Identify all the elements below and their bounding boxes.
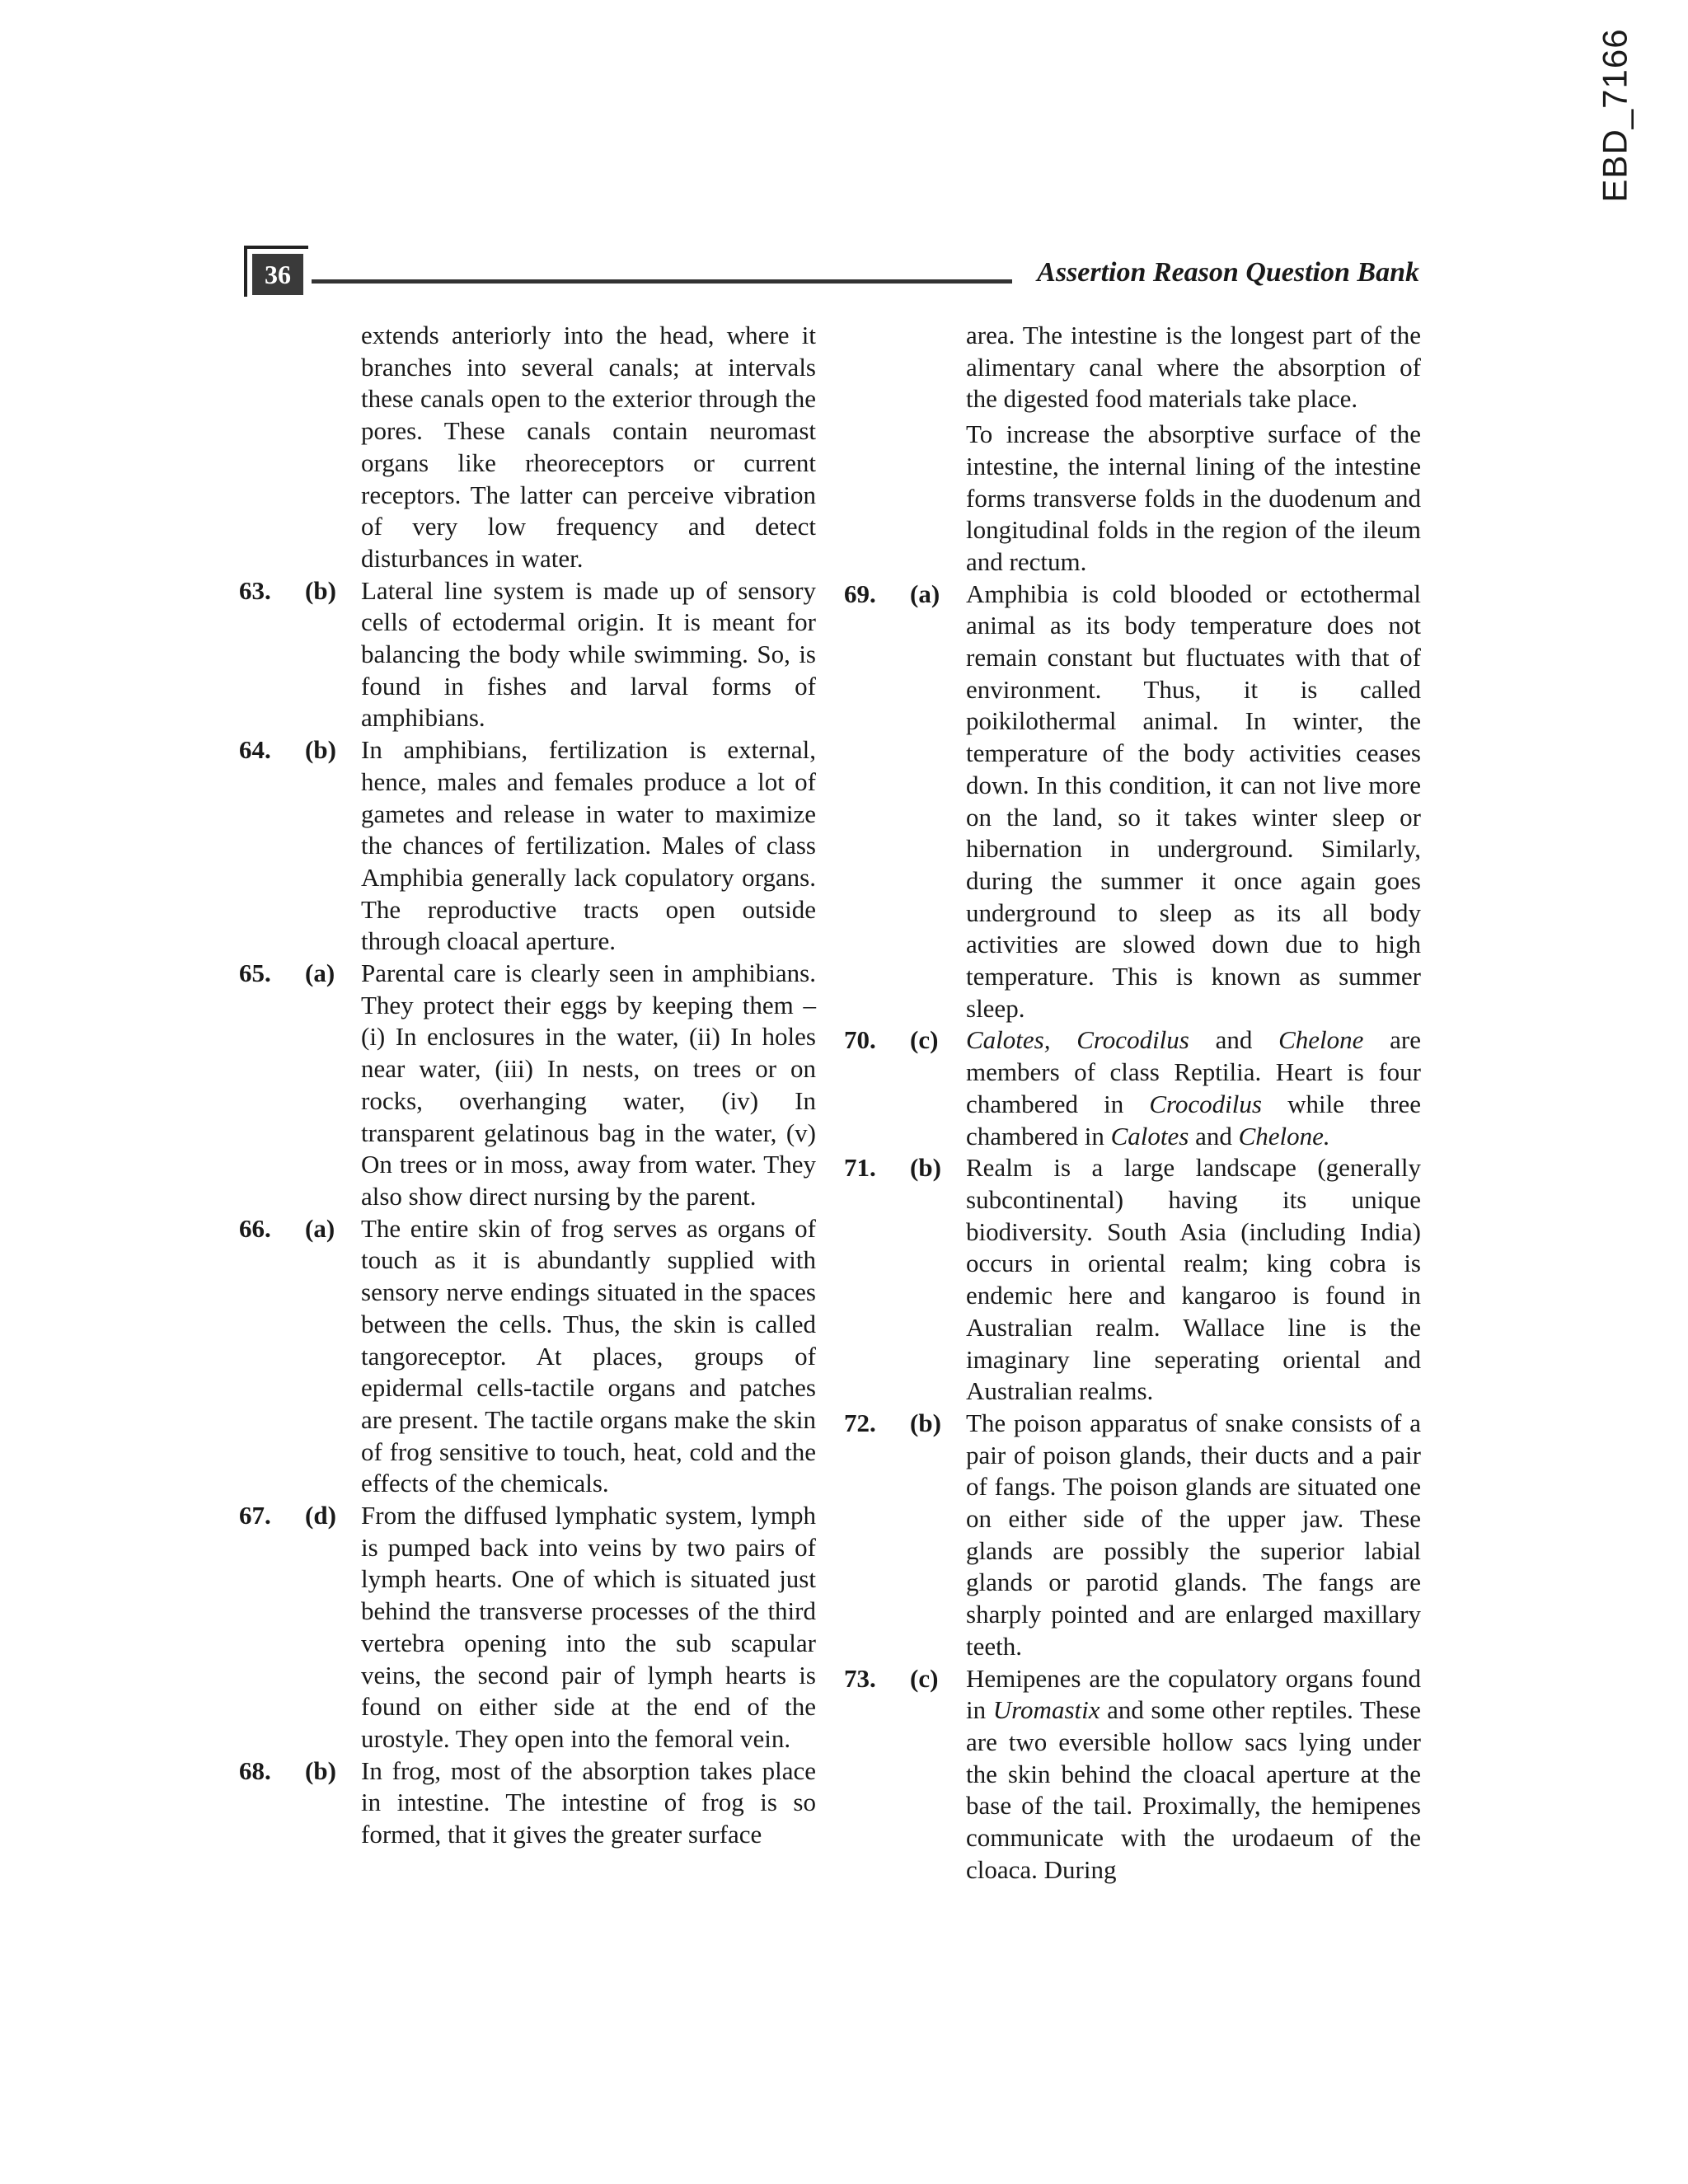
italic-term: Uromastix [992,1695,1100,1725]
question-number: 68. [239,1755,271,1785]
question-number: 71. [844,1153,876,1183]
answer-entry-73 [844,1663,1421,1886]
italic-term: Chelone. [1238,1121,1330,1151]
answer-option: (d) [305,1501,336,1530]
answer-option: (b) [305,735,336,765]
answer-entry-63 [239,575,816,735]
answer-option: (a) [305,958,335,988]
answer-option: (c) [910,1663,939,1693]
answer-option: (a) [910,579,940,608]
answer-explanation: Amphibia is cold blooded or ectothermal animal as its body temperature does not remain constant but fluctuates with that of environment. Thus, it is called poikilothermal animal. In winter, the temperature of the body activities ceases down. In this condition, it can not live more on the land, so it takes winter sleep or hibernation in underground. Similarly, during the summer it once again goes underground to sleep as its all body activities are slowed down due to high temperature. This is known as summer sleep. [966,579,1421,1023]
answer-continuation: area. The intestine is the longest part of the alimentary canal where the absorption of the digested food materials take place. [966,321,1421,414]
question-number: 69. [844,579,876,608]
answer-explanation: Parental care is clearly seen in amphibians. They protect their eggs by keeping them – (i) In enclosures in the water, (ii) In holes near water, (iii) In nests, on trees or on rocks, overhanging water, (iv) In transparent gelatinous bag in the water, (v) On trees or in moss, away from water. They also show direct nursing by the parent. [361,958,816,1211]
italic-term: Chelone [1278,1025,1364,1055]
book-code [1591,28,1640,203]
answer-entry-72 [844,1408,1421,1663]
answer-continuation-paragraph: To increase the absorptive surface of the intestine, the internal lining of the intestine forms transverse folds in the duodenum and longitudinal folds in the region of the ileum and rectum. [966,419,1421,576]
text-run: and [1189,1121,1239,1151]
right-column [844,320,1421,1886]
answer-continuation: extends anteriorly into the head, where it branches into several canals; at intervals these canals open to the exterior through the pores. These canals contain neuromast organs like rheoreceptors or current receptors. The latter can perceive vibration of very low frequency and detect disturbances in water. [361,321,816,573]
question-number: 65. [239,958,271,988]
answer-option: (c) [910,1025,939,1055]
italic-term: Calotes [1110,1121,1189,1151]
answer-option: (b) [910,1153,941,1183]
answer-explanation: The poison apparatus of snake consists of a pair of poison glands, their ducts and a pair of fangs. The poison glands are situated one on either side of the upper jaw. These glands are possibly the superior labial glands or parotid glands. The fangs are sharply pointed and are enlarged maxillary teeth. [966,1408,1421,1661]
page-number: 36 [252,254,303,295]
answer-entry-66 [239,1213,816,1500]
answer-entry-69 [844,579,1421,1025]
answer-option: (b) [910,1408,941,1437]
answer-explanation: Lateral line system is made up of sensory cells of ectodermal origin. It is meant for balancing the body while swimming. So, is found in fishes and larval forms of amphibians. [361,575,816,733]
question-number: 67. [239,1501,271,1530]
answer-entry-71 [844,1152,1421,1408]
text-run: while three chambered in [966,1089,1421,1151]
question-number: 63. [239,575,271,605]
italic-term: Calotes, Crocodilus [966,1025,1189,1055]
answer-entry-64 [239,734,816,958]
header-rule [312,279,1012,284]
running-header-title: Assertion Reason Question Bank [1037,257,1419,288]
answer-explanation: In amphibians, fertilization is external, hence, males and females produce a lot of gametes and release in water to maximize the chances of fertilization. Males of class Amphibia generally lack copulatory organs. The reproductive tracts open outside through cloacal aperture. [361,735,816,956]
question-number: 64. [239,735,271,765]
text-run: and [1189,1025,1279,1055]
answer-option: (b) [305,1755,336,1785]
text-run: Hemipenes are the copulatory organs found in [966,1663,1421,1725]
answer-explanation: Realm is a large landscape (generally subcontinental) having its unique biodiversity. South Asia (including India) occurs in oriental realm; king cobra is endemic here and kangaroo is found in Australian realm. Wallace line is the imaginary line seperating oriental and Australian realms. [966,1153,1421,1406]
page-number-box [244,246,308,297]
answer-explanation: The entire skin of frog serves as organs of touch as it is abundantly supplied with sensory nerve endings situated in the spaces between the cells. Thus, the skin is called tangoreceptor. At places, groups of epidermal cells-tactile organs and patches are present. The tactile organs make the skin of frog sensitive to touch, heat, cold and the effects of the chemicals. [361,1213,816,1498]
answer-explanation: From the diffused lymphatic system, lymph is pumped back into veins by two pairs of lymph hearts. One of which is situated just behind the transverse processes of the third vertebra opening into the sub scapular veins, the second pair of lymph hearts is found on either side at the end of the urostyle. They open into the femoral vein. [361,1501,816,1753]
question-number: 73. [844,1663,876,1693]
answer-entry-68 [239,1755,816,1851]
question-number: 66. [239,1213,271,1243]
answer-entry-67 [239,1500,816,1755]
question-number: 70. [844,1025,876,1055]
question-number: 72. [844,1408,876,1437]
answer-explanation: In frog, most of the absorption takes place in intestine. The intestine of frog is so formed, that it gives the greater surface [361,1755,816,1849]
book-code-text: EBD_7166 [1596,28,1634,203]
answer-option: (b) [305,575,336,605]
answer-entry-70 [844,1024,1421,1152]
answer-explanation [966,1024,1421,1152]
text-run: are members of class Reptilia. Heart is four chambered in [966,1025,1422,1118]
answer-entry-65 [239,958,816,1213]
left-column [239,320,816,1851]
italic-term: Crocodilus [1149,1089,1262,1118]
answer-explanation [966,1663,1421,1886]
text-run: and some other reptiles. These are two eversible hollow sacs lying under the skin behind the cloacal aperture at the base of the tail. Proximally, the hemipenes communicate with the urodaeum of the cloaca. During [966,1695,1421,1884]
answer-option: (a) [305,1213,335,1243]
